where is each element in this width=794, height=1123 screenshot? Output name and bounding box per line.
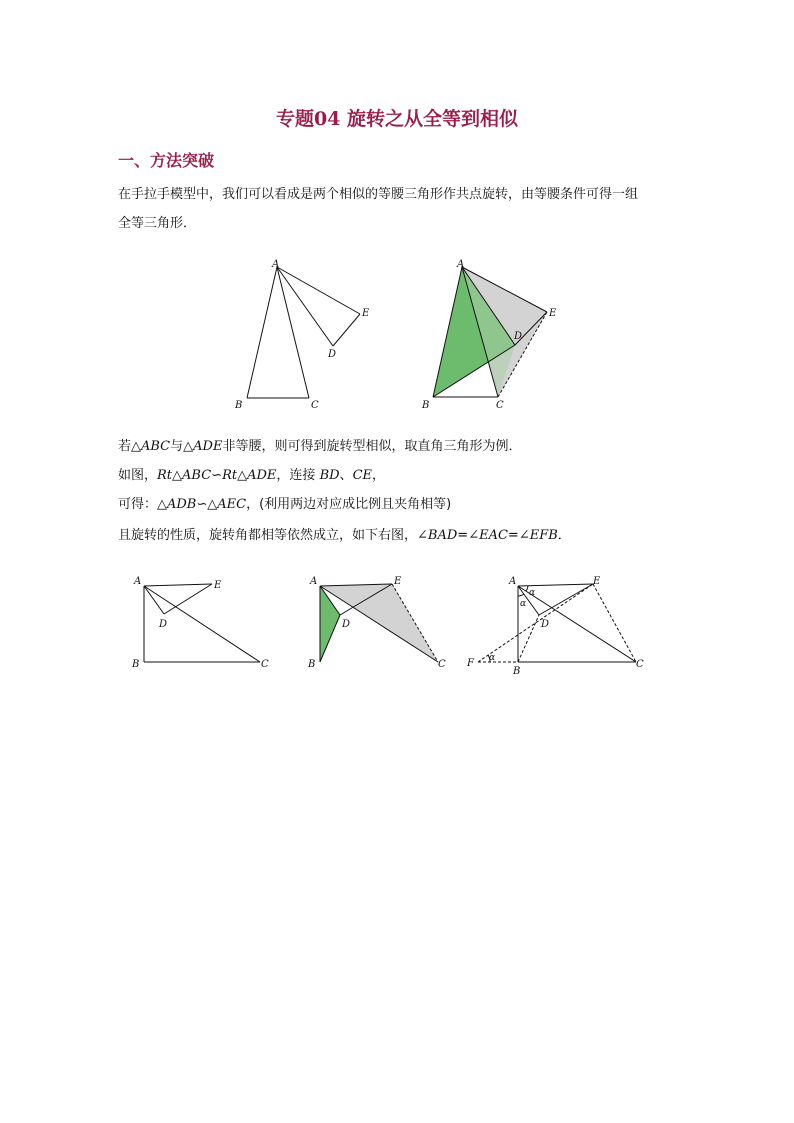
fig5-label-b: B: [513, 666, 521, 677]
fig1-segment-ac: [277, 267, 309, 398]
fig1-label-d: D: [328, 349, 337, 360]
fig5-label-c: C: [636, 659, 644, 670]
fig3-segment-ae: [144, 584, 212, 586]
paragraph-4: 可得：△ADB∽△AEC，(利用两边对应成比例且夹角相等): [118, 497, 452, 512]
fig5-label-e: E: [593, 576, 601, 587]
fig5-label-a: A: [509, 576, 517, 587]
fig5-angle-arc-eac: [526, 586, 528, 591]
term-ade: ADE: [193, 439, 223, 454]
intro-line-2: 全等三角形．: [118, 216, 197, 231]
fig5-label-f: F: [467, 658, 474, 669]
fig1-label-c: C: [311, 400, 319, 411]
figure-1-diagram: [230, 258, 370, 411]
page-title: 专题04 旋转之从全等到相似: [275, 108, 519, 130]
fig3-label-d: D: [159, 619, 168, 630]
fig5-label-d: D: [541, 619, 550, 630]
fig2-label-a: A: [457, 259, 465, 270]
fig3-segment-ad: [144, 586, 164, 614]
fig5-segment-ae: [518, 584, 593, 586]
fig3-label-a: A: [134, 576, 142, 587]
fig4-label-e: E: [394, 576, 402, 587]
fig5-alpha-2: α: [520, 599, 527, 609]
paragraph-2: 若△ABC与△ADE非等腰，则可得到旋转型相似，取直角三角形为例．: [118, 439, 522, 454]
fig4-label-a: A: [310, 576, 318, 587]
paragraph-5: 且旋转的性质，旋转角都相等依然成立，如下右图，∠BAD=∠EAC=∠EFB．: [118, 528, 571, 543]
fig2-label-d: D: [514, 331, 523, 342]
fig5-segment-ce: [593, 584, 636, 662]
fig1-segment-ab: [247, 267, 277, 398]
figure-5-diagram: [465, 570, 655, 680]
fig3-label-b: B: [132, 659, 140, 670]
fig4-label-c: C: [438, 659, 446, 670]
fig3-segment-de: [164, 584, 212, 614]
fig5-segment-bd: [518, 615, 539, 662]
fig5-alpha-1: α: [529, 588, 536, 598]
fig2-label-c: C: [496, 400, 504, 411]
fig3-label-c: C: [261, 659, 269, 670]
fig1-label-a: A: [272, 259, 280, 270]
section-heading: 一、方法突破: [118, 151, 215, 170]
fig5-alpha-3: α: [489, 653, 496, 663]
term-abc: ABC: [141, 439, 171, 454]
fig2-label-e: E: [549, 308, 557, 319]
fig5-angle-arc-bad: [518, 594, 524, 596]
fig2-label-b: B: [422, 400, 430, 411]
fig1-label-b: B: [235, 400, 243, 411]
fig5-segment-ac: [518, 586, 636, 662]
paragraph-intro: [118, 184, 688, 235]
figure-4-diagram: [305, 570, 455, 675]
intro-line-1: 在手拉手模型中，我们可以看成是两个相似的等腰三角形作共点旋转，由等腰条件可得一组: [118, 187, 639, 202]
fig1-segment-ae: [277, 267, 360, 314]
paragraph-3: 如图，Rt△ABC∽Rt△ADE，连接 BD、CE，: [118, 468, 386, 483]
fig3-label-e: E: [214, 580, 222, 591]
fig1-label-e: E: [362, 308, 370, 319]
figure-3-diagram: [130, 570, 280, 675]
figure-2-diagram: [418, 254, 568, 409]
fig5-segment-de: [539, 584, 593, 615]
fig4-label-b: B: [308, 659, 316, 670]
fig4-label-d: D: [342, 619, 351, 630]
fig1-segment-ad: [277, 267, 333, 346]
fig1-segment-de: [333, 314, 360, 346]
